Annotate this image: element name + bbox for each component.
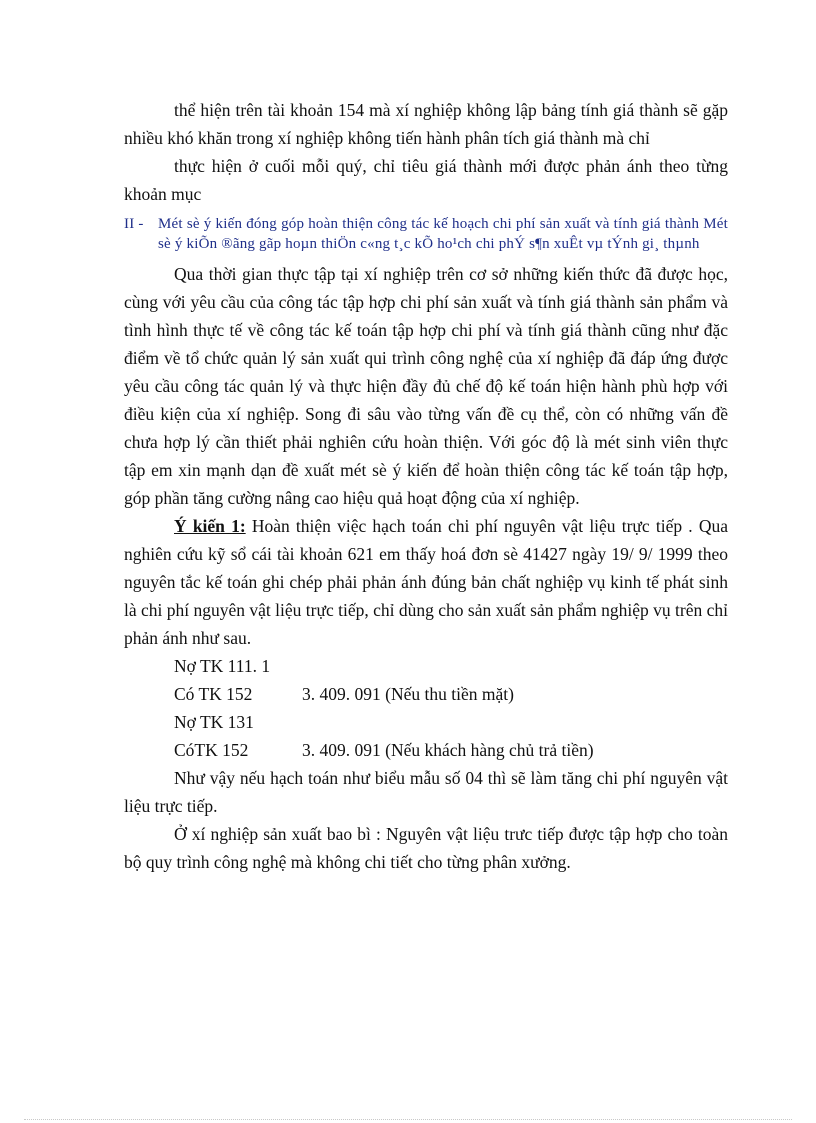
page-footer-divider	[24, 1119, 792, 1120]
section-number: II -	[124, 216, 144, 232]
section-title: Mét sè ý kiến đóng góp hoàn thiện công tác kế hoạch chi phí sản xuất và tính giá thành Mét sè ý kiÕn ®ãng gãp hoµn thiÖn c«ng t¸c kÕ ho¹ch chi phÝ s¶n xuÊt vµ tÝnh gi¸ thµnh	[158, 216, 728, 252]
entry-amount: 3. 409. 091 (Nếu khách hàng chủ trả tiền)	[302, 740, 594, 760]
paragraph-conclusion: Như vậy nếu hạch toán như biểu mẫu số 04 thì sẽ làm tăng chi phí nguyên vật liệu trực tiếp.	[124, 768, 728, 816]
entry-account: Nợ TK 131	[174, 712, 254, 732]
paragraph-2: thực hiện ở cuối mỗi quý, chỉ tiêu giá thành mới được phản ánh theo từng khoản mục	[124, 156, 728, 204]
intro-paragraph: Qua thời gian thực tập tại xí nghiệp trên cơ sở những kiến thức đã được học, cùng với yêu cầu của công tác tập hợp chi phí sản xuất và tính giá thành sản phẩm và tình hình thực tế về công tác kế toán tập hợp chi phí và tính giá thành cũng như đặc điểm về tổ chức quản lý sản xuất qui trình công nghệ của xí nghiệp đã đáp ứng được yêu cầu công tác quản lý và thực hiện đầy đủ chế độ kế toán hiện hành phù hợp với điều kiện của xí nghiệp. Song đi sâu vào từng vấn đề cụ thể, còn có những vấn đề chưa hợp lý cần thiết phải nghiên cứu hoàn thiện. Với góc độ là mét sinh viên thực tập em xin mạnh dạn đề xuất mét sè ý kiến để hoàn thiện công tác kế toán tập hợp, góp phần tăng cường nâng cao hiệu quả hoạt động của xí nghiệp.	[124, 264, 728, 508]
section-heading	[124, 214, 728, 254]
paragraph-final: Ở xí nghiệp sản xuất bao bì : Nguyên vật liệu trưc tiếp được tập hợp cho toàn bộ quy trình công nghệ mà không chi tiết cho từng phân xưởng.	[124, 824, 728, 872]
entry-account: Có TK 152	[174, 684, 253, 704]
opinion-1-paragraph	[124, 512, 728, 652]
journal-entry	[124, 680, 728, 708]
journal-entry	[124, 652, 728, 680]
entry-account: Nợ TK 111. 1	[174, 656, 271, 676]
entry-account: CóTK 152	[174, 740, 249, 760]
opinion-1-label: Ý kiến 1:	[174, 516, 246, 536]
paragraph-1: thể hiện trên tài khoản 154 mà xí nghiệp không lập bảng tính giá thành sẽ gặp nhiều khó khăn trong xí nghiệp không tiến hành phân tích giá thành mà chỉ	[124, 100, 728, 148]
opinion-1-text: Hoàn thiện việc hạch toán chi phí nguyên vật liệu trực tiếp . Qua nghiên cứu kỹ sổ cái tài khoản 621 em thấy hoá đơn sè 41427 ngày 19/ 9/ 1999 theo nguyên tắc kế toán ghi chép phải phản ánh đúng bản chất nghiệp vụ kinh tế phát sinh là chi phí nguyên vật liệu trực tiếp, chỉ dùng cho sản xuất sản phẩm nghiệp vụ trên chỉ phản ánh như sau.	[124, 516, 728, 648]
entry-amount: 3. 409. 091 (Nếu thu tiền mặt)	[302, 684, 514, 704]
journal-entry	[124, 708, 728, 736]
document-page	[124, 96, 728, 876]
journal-entry	[124, 736, 728, 764]
